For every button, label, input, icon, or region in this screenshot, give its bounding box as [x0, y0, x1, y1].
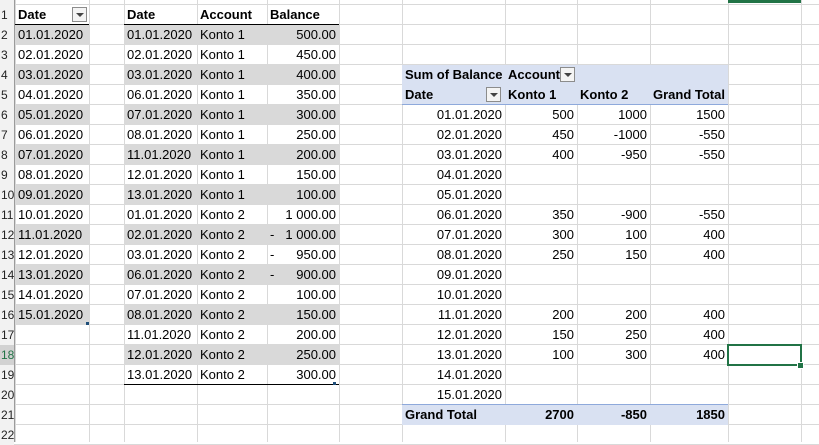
filter-dropdown-icon[interactable] — [72, 7, 87, 22]
table-balance-cell[interactable]: 300.00 — [267, 105, 339, 125]
col-a-date-cell[interactable]: 05.01.2020 — [15, 105, 89, 125]
table-date-cell[interactable]: 12.01.2020 — [124, 345, 197, 365]
gridline-vertical — [339, 0, 340, 442]
pivot-grand-total-label[interactable]: Grand Total — [405, 407, 477, 422]
row-header-11[interactable]: 11 — [0, 205, 14, 225]
pivot-value-cell[interactable]: -550 — [698, 207, 725, 222]
table-account-cell[interactable]: Konto 1 — [197, 25, 267, 45]
pivot-date-cell[interactable]: 14.01.2020 — [436, 367, 502, 382]
gridline-vertical — [89, 0, 90, 442]
row-header-9[interactable]: 9 — [0, 165, 14, 185]
pivot-value-cell[interactable] — [650, 165, 728, 185]
pivot-date-cell[interactable]: 06.01.2020 — [436, 207, 502, 222]
pivot-value-cell[interactable]: 400 — [552, 147, 574, 162]
table-account-cell[interactable]: Konto 1 — [197, 65, 267, 85]
pivot-value-cell[interactable]: 400 — [703, 327, 725, 342]
col-a-date-cell[interactable]: 01.01.2020 — [15, 25, 89, 45]
table-account-cell[interactable]: Konto 2 — [200, 327, 245, 342]
table-date-cell[interactable]: 07.01.2020 — [127, 287, 193, 302]
table-balance-cell[interactable] — [267, 245, 339, 265]
balance-value: 950.00 — [296, 247, 336, 262]
table-date-cell[interactable]: 02.01.2020 — [127, 47, 193, 62]
pivot-value-cell[interactable]: 400 — [703, 347, 725, 362]
pivot-value-cell[interactable]: -550 — [698, 127, 725, 142]
pivot-value-cell[interactable]: 1000 — [618, 107, 647, 122]
table-date-cell[interactable]: 08.01.2020 — [124, 305, 197, 325]
pivot-value-cell[interactable]: 300 — [552, 227, 574, 242]
gridline-vertical — [801, 0, 802, 442]
table-account-cell[interactable]: Konto 2 — [197, 305, 267, 325]
table-balance-cell[interactable]: 100.00 — [296, 287, 336, 302]
table-balance-cell[interactable]: 250.00 — [267, 345, 339, 365]
pivot-date-cell[interactable]: 01.01.2020 — [436, 107, 502, 122]
table-account-cell[interactable]: Konto 1 — [197, 105, 267, 125]
table-date-cell[interactable]: 06.01.2020 — [127, 87, 193, 102]
table-account-cell[interactable]: Konto 1 — [197, 145, 267, 165]
selected-column-indicator — [728, 0, 801, 3]
table-date-cell[interactable]: 11.01.2020 — [124, 145, 197, 165]
pivot-col-header[interactable]: Grand Total — [653, 87, 725, 102]
pivot-date-cell[interactable]: 02.01.2020 — [436, 127, 502, 142]
table-account-cell[interactable]: Konto 1 — [200, 47, 245, 62]
balance-value: 900.00 — [296, 267, 336, 282]
table-account-cell[interactable]: Konto 2 — [200, 367, 245, 382]
table-date-cell[interactable]: 06.01.2020 — [124, 265, 197, 285]
table-date-cell[interactable]: 11.01.2020 — [127, 327, 192, 342]
pivot-value-cell[interactable]: 200 — [625, 307, 647, 322]
pivot-date-cell[interactable]: 03.01.2020 — [436, 147, 502, 162]
table-resize-handle[interactable] — [86, 322, 89, 325]
pivot-date-cell[interactable]: 05.01.2020 — [436, 187, 502, 202]
table-date-cell[interactable]: 02.01.2020 — [124, 225, 197, 245]
table-balance-cell[interactable]: 200.00 — [267, 145, 339, 165]
gridline-vertical — [728, 0, 729, 442]
table-balance-cell[interactable]: 300.00 — [296, 367, 336, 382]
pivot-value-cell[interactable]: 150 — [552, 327, 574, 342]
table-date-cell[interactable]: 13.01.2020 — [127, 367, 193, 382]
table-date-cell[interactable]: 08.01.2020 — [127, 127, 193, 142]
col-a-date-cell[interactable]: 10.01.2020 — [18, 207, 84, 222]
pivot-col-header[interactable]: Konto 1 — [508, 87, 557, 102]
row-header-19[interactable]: 19 — [0, 365, 14, 385]
pivot-value-cell[interactable]: 100 — [625, 227, 647, 242]
table-balance-cell[interactable]: 1 000.00 — [285, 207, 336, 222]
row-header-13[interactable]: 13 — [0, 245, 14, 265]
account-filter-icon[interactable] — [560, 67, 575, 82]
pivot-value-cell[interactable] — [577, 285, 650, 305]
col-a-date-cell[interactable]: 06.01.2020 — [18, 127, 84, 142]
pivot-value-cell[interactable] — [505, 185, 577, 205]
pivot-grand-total-value[interactable]: -850 — [620, 407, 647, 422]
table-date-cell[interactable]: 01.01.2020 — [124, 25, 197, 45]
negative-sign: - — [270, 247, 275, 262]
col-a-date-cell[interactable]: 09.01.2020 — [15, 185, 89, 205]
table-account-cell[interactable]: Konto 1 — [200, 87, 245, 102]
pivot-date-cell[interactable]: 08.01.2020 — [436, 247, 502, 262]
pivot-value-cell[interactable] — [650, 385, 728, 405]
row-header-7[interactable]: 7 — [0, 125, 14, 145]
pivot-value-cell[interactable]: 1500 — [696, 107, 725, 122]
pivot-value-cell[interactable]: 200 — [552, 307, 574, 322]
pivot-column-field[interactable]: Account — [508, 67, 560, 82]
pivot-value-cell[interactable] — [505, 265, 577, 285]
pivot-date-cell[interactable]: 15.01.2020 — [436, 387, 502, 402]
fill-handle[interactable] — [797, 362, 804, 369]
row-header-22[interactable]: 22 — [0, 425, 14, 445]
pivot-value-cell[interactable] — [577, 185, 650, 205]
table-account-cell[interactable]: Konto 2 — [200, 207, 245, 222]
header-underline — [15, 24, 89, 25]
table-date-cell[interactable]: 13.01.2020 — [124, 185, 197, 205]
row-header-2[interactable]: 2 — [0, 25, 14, 45]
pivot-value-cell[interactable] — [505, 285, 577, 305]
table-account-cell[interactable]: Konto 1 — [200, 167, 245, 182]
col-a-date-cell[interactable]: 07.01.2020 — [15, 145, 89, 165]
pivot-value-cell[interactable]: 100 — [552, 347, 574, 362]
col-a-date-cell[interactable]: 14.01.2020 — [18, 287, 84, 302]
col-a-date-cell[interactable]: 13.01.2020 — [15, 265, 89, 285]
pivot-grand-total-value[interactable]: 1850 — [696, 407, 725, 422]
table-balance-cell[interactable] — [267, 265, 339, 285]
gridline-horizontal — [0, 4, 819, 5]
pivot-date-cell[interactable]: 11.01.2020 — [437, 307, 502, 322]
row-header-10[interactable]: 10 — [0, 185, 14, 205]
balance-value: 1 000.00 — [285, 227, 336, 242]
pivot-value-cell[interactable]: -900 — [620, 207, 647, 222]
pivot-value-cell[interactable]: 400 — [703, 227, 725, 242]
row-header-6[interactable]: 6 — [0, 105, 14, 125]
pivot-value-cell[interactable]: 250 — [552, 247, 574, 262]
pivot-value-cell[interactable] — [505, 165, 577, 185]
pivot-value-cell[interactable] — [650, 365, 728, 385]
pivot-grand-total-value[interactable]: 2700 — [545, 407, 574, 422]
row-header-17[interactable]: 17 — [0, 325, 14, 345]
row-header-5[interactable]: 5 — [0, 85, 14, 105]
table-account-cell[interactable]: Konto 1 — [200, 127, 245, 142]
pivot-value-cell[interactable]: 250 — [625, 327, 647, 342]
pivot-date-cell[interactable]: 09.01.2020 — [436, 267, 502, 282]
table-balance-cell[interactable]: 150.00 — [296, 167, 336, 182]
table-account-cell[interactable]: Konto 2 — [197, 265, 267, 285]
pivot-values-label[interactable]: Sum of Balance — [405, 67, 503, 82]
table-balance-cell[interactable]: 200.00 — [296, 327, 336, 342]
table-balance-cell[interactable]: 100.00 — [267, 185, 339, 205]
pivot-row-field[interactable]: Date — [405, 87, 434, 102]
pivot-value-cell[interactable]: 150 — [625, 247, 647, 262]
pivot-value-cell[interactable] — [650, 285, 728, 305]
table-balance-cell[interactable]: 250.00 — [296, 127, 336, 142]
col-a-date-cell[interactable]: 11.01.2020 — [15, 225, 89, 245]
pivot-value-cell[interactable] — [650, 185, 728, 205]
row-header-12[interactable]: 12 — [0, 225, 14, 245]
gridline-horizontal — [0, 24, 819, 25]
table-balance-cell[interactable]: 150.00 — [267, 305, 339, 325]
pivot-value-cell[interactable] — [577, 265, 650, 285]
pivot-value-cell[interactable] — [650, 265, 728, 285]
date-filter-icon[interactable] — [486, 87, 501, 102]
col-a-date-cell[interactable]: 15.01.2020 — [15, 305, 89, 325]
pivot-value-cell[interactable]: -950 — [620, 147, 647, 162]
row-header-3[interactable]: 3 — [0, 45, 14, 65]
table-balance-cell[interactable]: 500.00 — [267, 25, 339, 45]
pivot-value-cell[interactable]: 400 — [703, 247, 725, 262]
row-header-4[interactable]: 4 — [0, 65, 14, 85]
table-header-balance[interactable]: Balance — [270, 7, 320, 22]
col-a-date-cell[interactable]: 08.01.2020 — [18, 167, 84, 182]
pivot-value-cell[interactable] — [577, 385, 650, 405]
header-underline — [124, 24, 339, 25]
table-account-cell[interactable]: Konto 2 — [200, 247, 245, 262]
row-header-18[interactable]: 18 — [0, 345, 14, 365]
pivot-value-cell[interactable]: -1000 — [613, 127, 647, 142]
pivot-value-cell[interactable]: 500 — [552, 107, 574, 122]
pivot-date-cell[interactable]: 04.01.2020 — [436, 167, 502, 182]
negative-sign: - — [270, 267, 275, 282]
gridline-horizontal — [0, 44, 819, 45]
row-header-1[interactable]: 1 — [0, 0, 14, 25]
col-a-date-cell[interactable]: 03.01.2020 — [15, 65, 89, 85]
table-account-cell[interactable]: Konto 1 — [197, 185, 267, 205]
pivot-value-cell[interactable] — [505, 365, 577, 385]
table-date-cell[interactable]: 01.01.2020 — [127, 207, 193, 222]
table-balance-cell[interactable]: 450.00 — [296, 47, 336, 62]
table-account-cell[interactable]: Konto 2 — [197, 345, 267, 365]
pivot-col-header[interactable]: Konto 2 — [580, 87, 629, 102]
row-header-14[interactable]: 14 — [0, 265, 14, 285]
pivot-value-cell[interactable]: 450 — [552, 127, 574, 142]
col-a-date-cell[interactable]: 12.01.2020 — [18, 247, 84, 262]
table-date-cell[interactable]: 07.01.2020 — [124, 105, 197, 125]
table-account-cell[interactable]: Konto 2 — [197, 225, 267, 245]
row-header-15[interactable]: 15 — [0, 285, 14, 305]
table-header-date[interactable]: Date — [127, 7, 156, 22]
table-balance-cell[interactable]: 400.00 — [267, 65, 339, 85]
pivot-value-cell[interactable]: 400 — [703, 307, 725, 322]
col-a-date-cell[interactable]: 04.01.2020 — [18, 87, 84, 102]
active-cell[interactable] — [727, 344, 802, 366]
table-balance-cell[interactable] — [267, 225, 339, 245]
pivot-value-cell[interactable] — [505, 385, 577, 405]
table-bottom-border — [124, 384, 339, 385]
table-date-cell[interactable]: 03.01.2020 — [124, 65, 197, 85]
pivot-date-cell[interactable]: 12.01.2020 — [436, 327, 502, 342]
table-account-cell[interactable]: Konto 2 — [200, 287, 245, 302]
row-header-21[interactable]: 21 — [0, 405, 14, 425]
table-balance-cell[interactable]: 350.00 — [296, 87, 336, 102]
pivot-date-cell[interactable]: 13.01.2020 — [436, 347, 502, 362]
pivot-value-cell[interactable]: 300 — [625, 347, 647, 362]
pivot-value-cell[interactable] — [577, 365, 650, 385]
pivot-date-cell[interactable]: 07.01.2020 — [436, 227, 502, 242]
pivot-value-cell[interactable] — [577, 165, 650, 185]
pivot-value-cell[interactable]: -550 — [698, 147, 725, 162]
col-a-header[interactable]: Date — [18, 7, 47, 22]
row-header-16[interactable]: 16 — [0, 305, 14, 325]
col-a-date-cell[interactable]: 02.01.2020 — [18, 47, 84, 62]
table-date-cell[interactable]: 03.01.2020 — [127, 247, 193, 262]
table-date-cell[interactable]: 12.01.2020 — [127, 167, 193, 182]
pivot-value-cell[interactable]: 350 — [552, 207, 574, 222]
row-header-20[interactable]: 20 — [0, 385, 14, 405]
pivot-date-cell[interactable]: 10.01.2020 — [436, 287, 502, 302]
table-header-account[interactable]: Account — [200, 7, 252, 22]
table-resize-handle[interactable] — [333, 382, 336, 385]
negative-sign: - — [270, 227, 275, 242]
row-header-8[interactable]: 8 — [0, 145, 14, 165]
